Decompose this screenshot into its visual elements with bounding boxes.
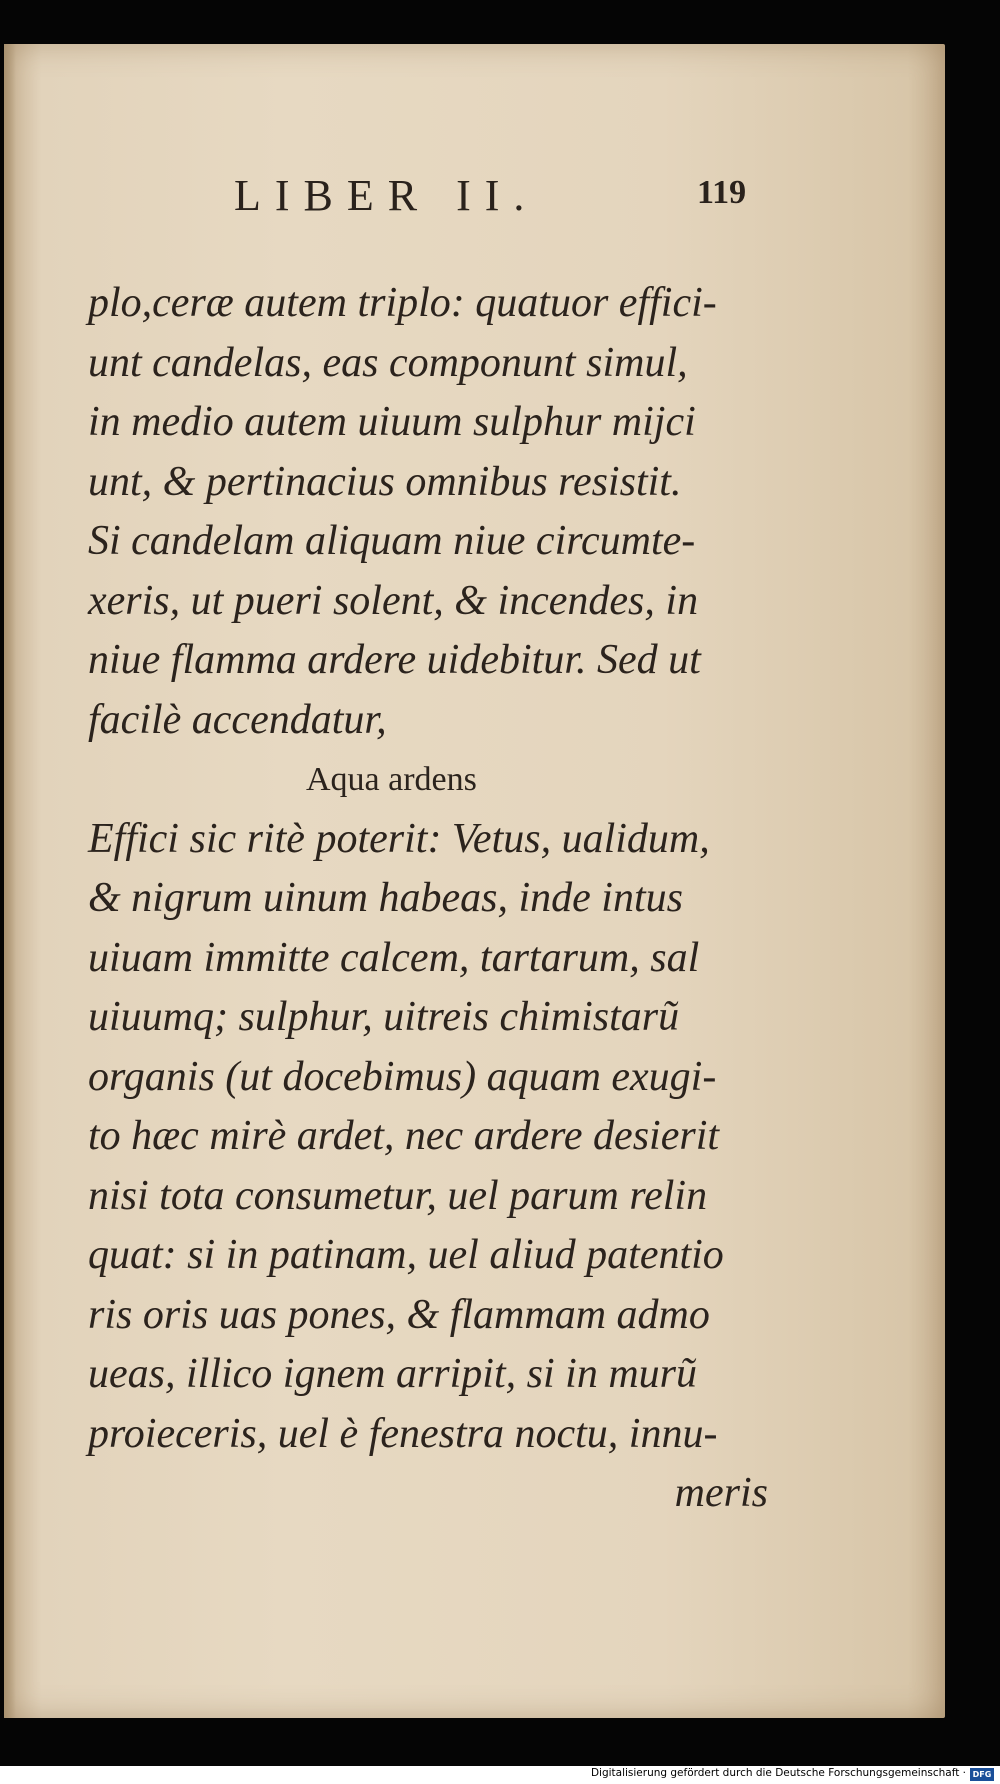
body-text bbox=[88, 274, 768, 1524]
footer-credit: Digitalisierung gefördert durch die Deutsche Forschungsgemeinschaft · bbox=[590, 1767, 966, 1779]
text-line: facilè accendatur, bbox=[88, 696, 387, 743]
text-line: unt candelas, eas componunt simul, bbox=[88, 339, 688, 386]
text-line: xeris, ut pueri solent, & incendes, in bbox=[88, 577, 699, 624]
page-edge-shadow bbox=[4, 44, 16, 1718]
text-line: plo,ceræ autem triplo: quatuor effici- bbox=[88, 280, 717, 326]
text-line: uiuam immitte calcem, tartarum, sal bbox=[88, 934, 700, 981]
text-line: organis (ut docebimus) aquam exugi- bbox=[88, 1053, 717, 1100]
running-head bbox=[4, 170, 945, 230]
text-line: unt, & pertinacius omnibus resistit. bbox=[88, 458, 682, 505]
text-line: nisi tota consumetur, uel parum relin bbox=[88, 1172, 708, 1219]
text-line: uiuumq; sulphur, uitreis chimistarũ bbox=[88, 994, 680, 1040]
page-number: 119 bbox=[697, 174, 747, 211]
text-line: proieceris, uel è fenestra noctu, innu- bbox=[88, 1410, 718, 1457]
digitization-footer bbox=[0, 1766, 1000, 1784]
text-line: Si candelam aliquam niue circumte- bbox=[88, 518, 696, 564]
book-page bbox=[4, 44, 945, 1718]
text-line: in medio autem uiuum sulphur mijci bbox=[88, 399, 696, 445]
text-line: ris oris uas pones, & flammam admo bbox=[88, 1291, 710, 1338]
text-line: quat: si in patinam, uel aliud patentio bbox=[88, 1232, 724, 1278]
text-line: & nigrum uinum habeas, inde intus bbox=[88, 875, 683, 921]
text-line: to hæc mirè ardet, nec ardere desierit bbox=[88, 1113, 720, 1159]
text-line: niue flamma ardere uidebitur. Sed ut bbox=[88, 637, 701, 683]
catchword: meris bbox=[674, 1470, 768, 1516]
running-head-title: LIBER II. bbox=[234, 171, 539, 220]
dfg-logo: DFG bbox=[970, 1768, 994, 1781]
section-heading: Aqua ardens bbox=[306, 761, 477, 798]
text-line: Effici sic ritè poterit: Vetus, ualidum, bbox=[88, 815, 710, 862]
text-line: ueas, illico ignem arripit, si in murũ bbox=[88, 1351, 697, 1397]
